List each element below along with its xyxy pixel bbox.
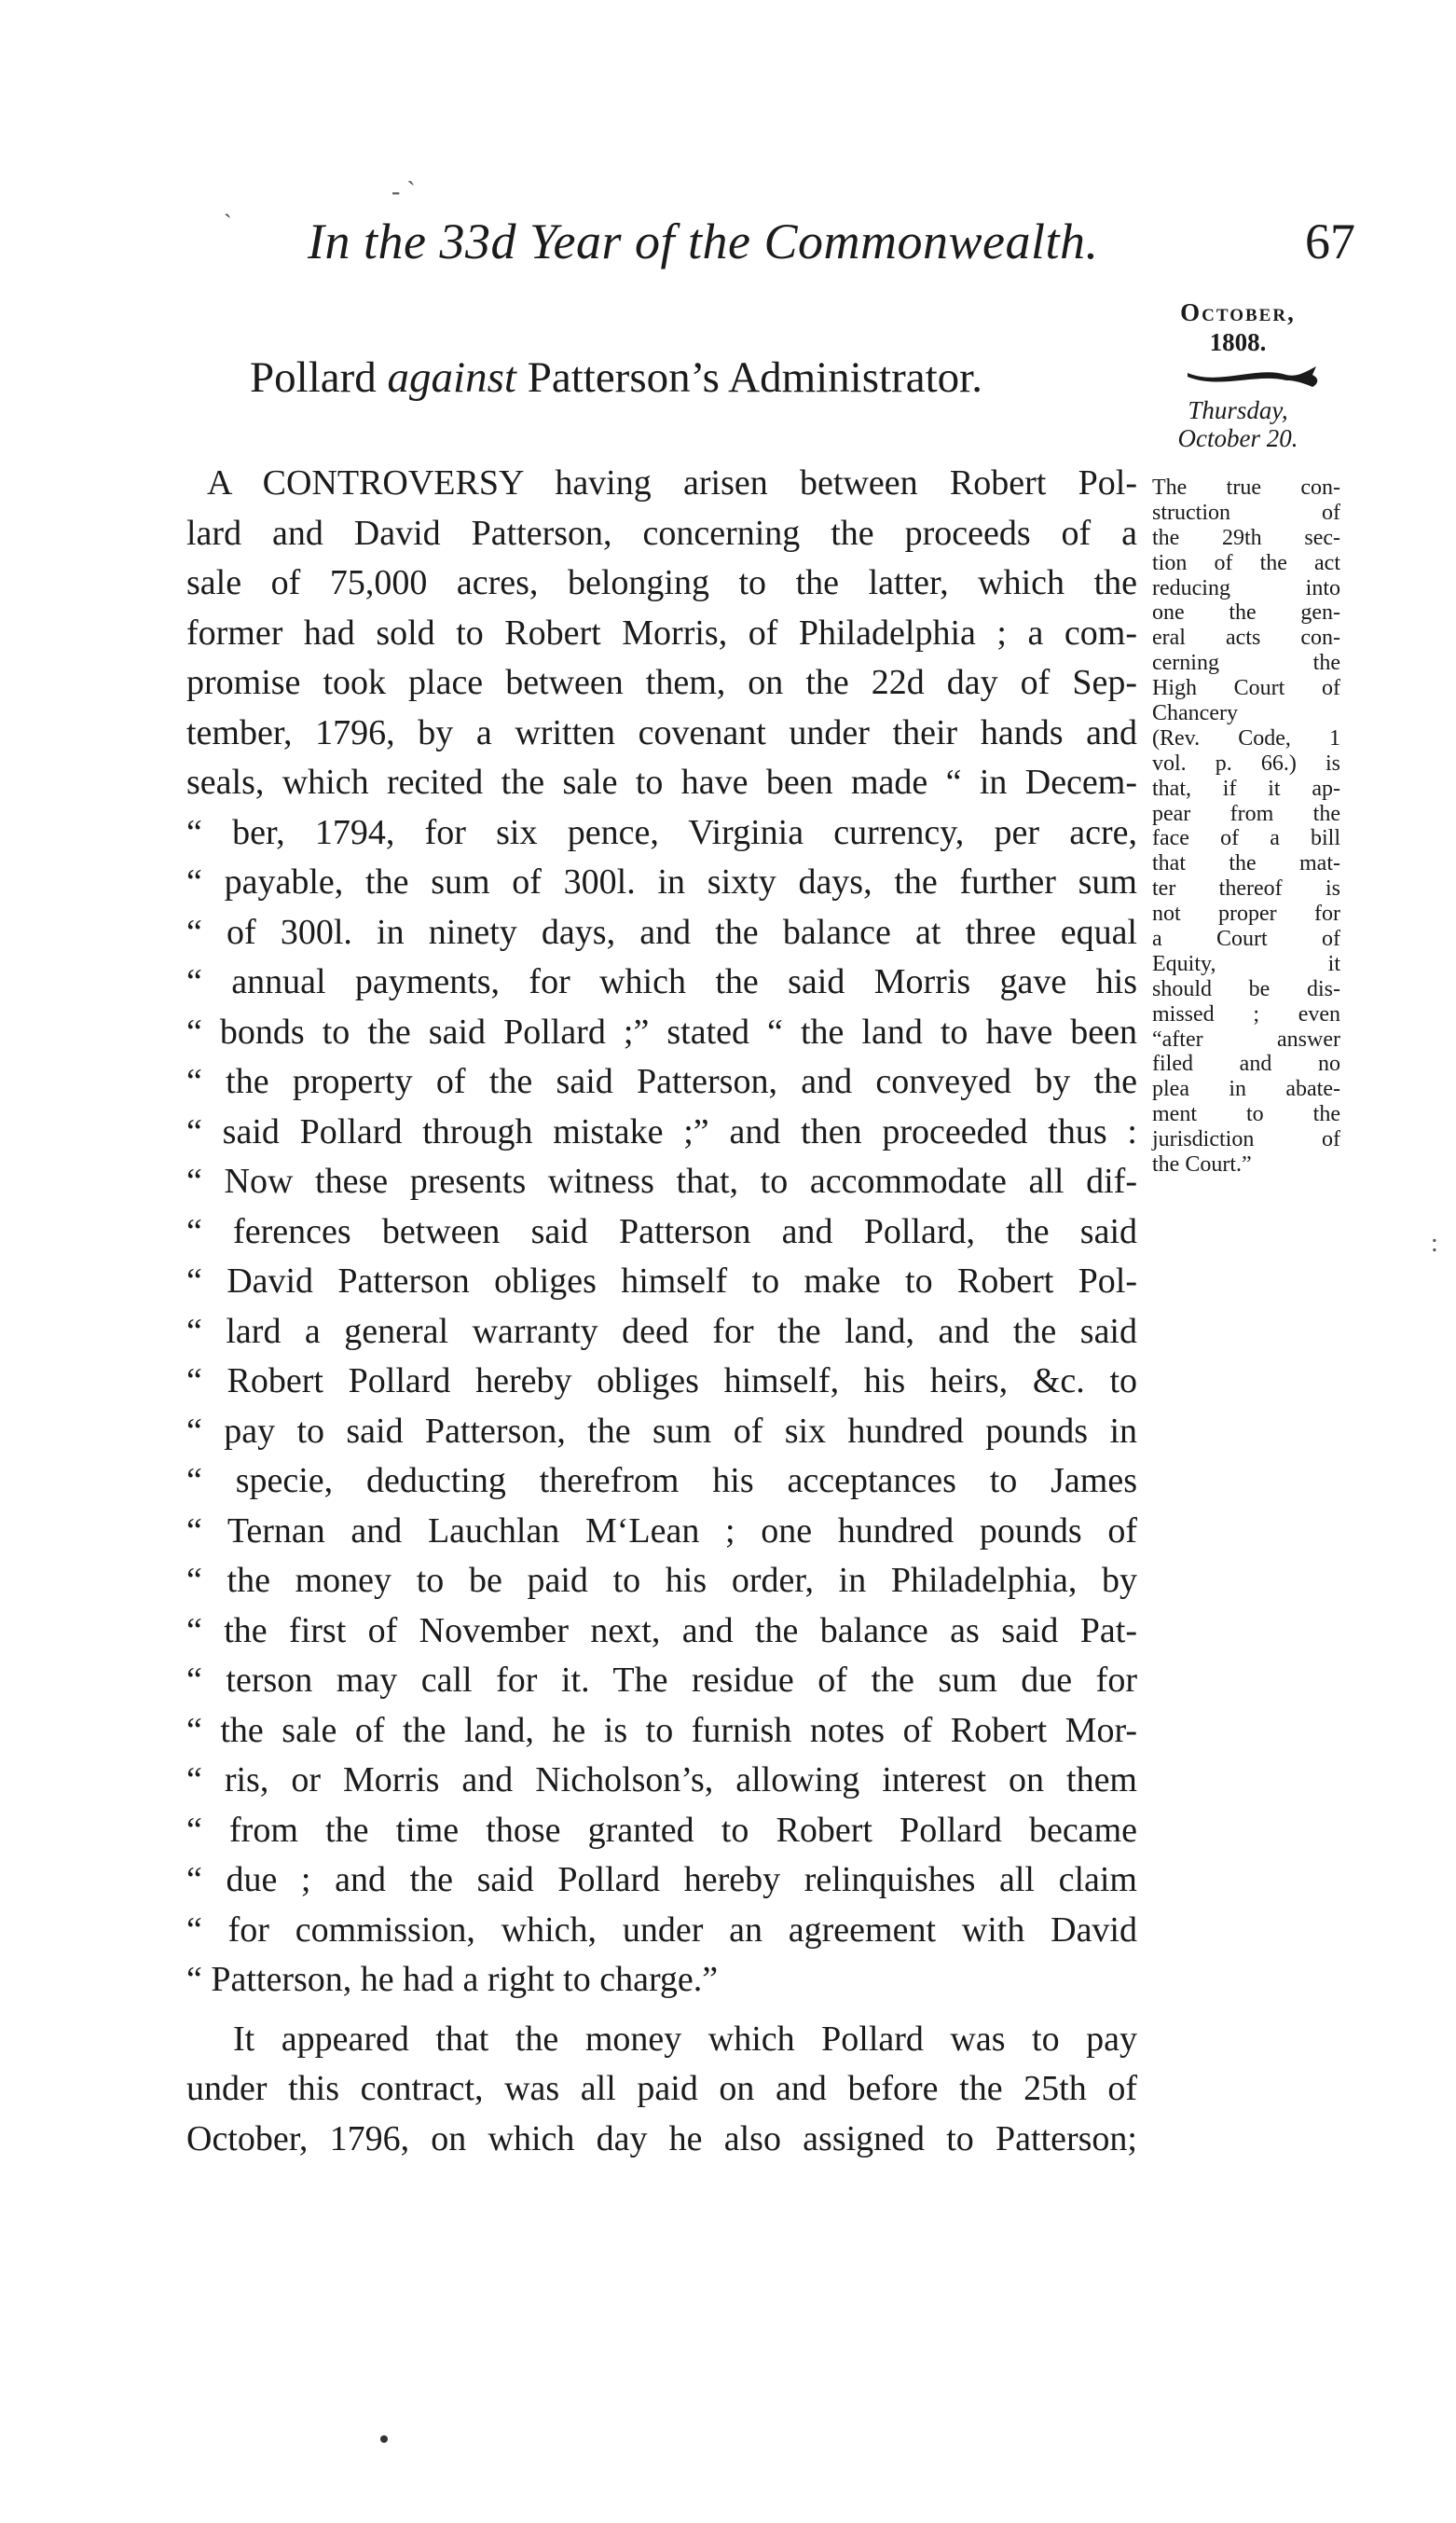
margin-note-line: ment to the [1152, 1102, 1340, 1127]
margin-note-line: plea in abate- [1152, 1077, 1340, 1102]
text-line: “ Now these presents witness that, to accommodate all dif- [186, 1162, 1137, 1201]
date-month: October, [1180, 298, 1296, 326]
text-line: former had sold to Robert Morris, of Philadelphia ; a com- [186, 613, 1137, 653]
body-text [186, 459, 1137, 2164]
case-title [250, 352, 982, 403]
text-line: “ from the time those granted to Robert Pollard became [186, 1810, 1137, 1850]
text-line: lard and David Patterson, concerning the proceeds of a [186, 513, 1137, 553]
text-line: “ the sale of the land, he is to furnish notes of Robert Mor- [186, 1710, 1137, 1750]
margin-note-line: “after answer [1152, 1027, 1340, 1052]
margin-note-line: should be dis- [1152, 976, 1340, 1001]
margin-note-line: that, if it ap- [1152, 776, 1340, 801]
text-line: “ bonds to the said Pollard ;” stated “ the land to have been [186, 1012, 1137, 1052]
text-line: “ payable, the sum of 300l. in sixty days, the further sum [186, 862, 1137, 902]
margin-note [1152, 476, 1340, 1178]
page-number: 67 [1305, 214, 1355, 269]
text-line: tember, 1796, by a written covenant under their hands and [186, 712, 1137, 752]
margin-note-line: The true con- [1152, 476, 1340, 500]
ornament-rule [1182, 362, 1322, 392]
margin-note-line: cerning the [1152, 651, 1340, 676]
text-line: “ of 300l. in ninety days, and the balance at three equal [186, 912, 1137, 952]
ink-dot [380, 2435, 388, 2443]
text-line: It appeared that the money which Pollard was to pay [233, 2019, 1137, 2059]
case-versus: against [387, 353, 516, 402]
text-line: seals, which recited the sale to have been made “ in Decem- [186, 763, 1137, 802]
text-line: promise took place between them, on the 22d day of Sep- [186, 663, 1137, 702]
text-line: “ annual payments, for which the said Morris gave his [186, 962, 1137, 1001]
date-day-line: Thursday, [1188, 396, 1288, 424]
margin-note-line: Chancery [1152, 701, 1238, 726]
stray-mark: - ` [391, 177, 416, 206]
date-day-line: October 20. [1177, 424, 1298, 452]
margin-note-line: missed ; even [1152, 1001, 1340, 1027]
stray-mark: : [1431, 1229, 1438, 1258]
margin-note-line: face of a bill [1152, 826, 1340, 851]
text-line: “ for commission, which, under an agreement with David [186, 1909, 1137, 1950]
text-line: October, 1796, on which day he also assigned to Patterson; [186, 2118, 1137, 2158]
running-head: In the 33d Year of the Commonwealth. [308, 214, 1099, 269]
margin-note-line: eral acts con- [1152, 626, 1340, 651]
margin-note-line: the 29th sec- [1152, 525, 1340, 550]
text-line: “ said Pollard through mistake ;” and then proceeded thus : [186, 1111, 1137, 1151]
margin-note-line: one the gen- [1152, 600, 1340, 626]
date-day [1154, 396, 1322, 452]
text-line: “ due ; and the said Pollard hereby relinquishes all claim [186, 1860, 1137, 1899]
text-line: “ specie, deducting therefrom his acceptances to James [186, 1461, 1137, 1500]
text-line: “ Robert Pollard hereby obliges himself, his heirs, &c. to [186, 1361, 1137, 1400]
margin-note-line: Equity, it [1152, 951, 1340, 976]
text-line: “ ferences between said Patterson and Pollard, the said [186, 1211, 1137, 1251]
text-line: “ ber, 1794, for six pence, Virginia currency, per acre, [186, 812, 1137, 852]
date-year: 1808. [1209, 328, 1267, 356]
margin-note-line: reducing into [1152, 575, 1340, 600]
text-line: “ David Patterson obliges himself to make to Robert Pol- [186, 1262, 1137, 1301]
stray-mark: ` [224, 210, 232, 237]
paragraph [186, 2015, 1137, 2165]
margin-note-line: vol. p. 66.) is [1152, 751, 1340, 776]
text-line: “ lard a general warranty deed for the land, and the said [186, 1311, 1137, 1351]
text-line: “ the property of the said Patterson, and conveyed by the [186, 1062, 1137, 1101]
margin-note-line: ter thereof is [1152, 876, 1340, 902]
text-line: “ ris, or Morris and Nicholson’s, allowing interest on them [186, 1760, 1137, 1799]
margin-note-line: jurisdiction of [1152, 1127, 1340, 1152]
margin-note-line: tion of the act [1152, 550, 1340, 575]
text-line: “ Patterson, he had a right to charge.” [186, 1960, 719, 1999]
margin-note-line: the Court.” [1152, 1152, 1252, 1178]
text-line: under this contract, was all paid on and before the 25th of [186, 2069, 1137, 2108]
margin-note-line: that the mat- [1152, 851, 1340, 876]
margin-note-line: a Court of [1152, 927, 1340, 952]
case-defendant: Patterson’s Administrator. [527, 353, 982, 402]
text-line: “ Ternan and Lauchlan M‘Lean ; one hundred pounds of [186, 1510, 1137, 1551]
text-line: sale of 75,000 acres, belonging to the latter, which the [186, 563, 1137, 602]
text-line: “ pay to said Patterson, the sum of six hundred pounds in [186, 1411, 1137, 1451]
margin-note-line: pear from the [1152, 801, 1340, 826]
text-line: “ terson may call for it. The residue of the sum due for [186, 1661, 1137, 1700]
text-line: “ the money to be paid to his order, in Philadelphia, by [186, 1561, 1137, 1600]
case-plaintiff: Pollard [250, 353, 377, 402]
text-line: “ the first of November next, and the balance as said Pat- [186, 1610, 1137, 1650]
margin-note-line: filed and no [1152, 1052, 1340, 1077]
text-line: A CONTROVERSY having arisen between Robert Pol- [207, 463, 1137, 503]
margin-note-line: struction of [1152, 500, 1340, 525]
margin-note-line: not proper for [1152, 902, 1340, 927]
paragraph [186, 459, 1137, 2006]
margin-note-line: High Court of [1152, 676, 1340, 701]
margin-note-line: (Rev. Code, 1 [1152, 725, 1340, 751]
